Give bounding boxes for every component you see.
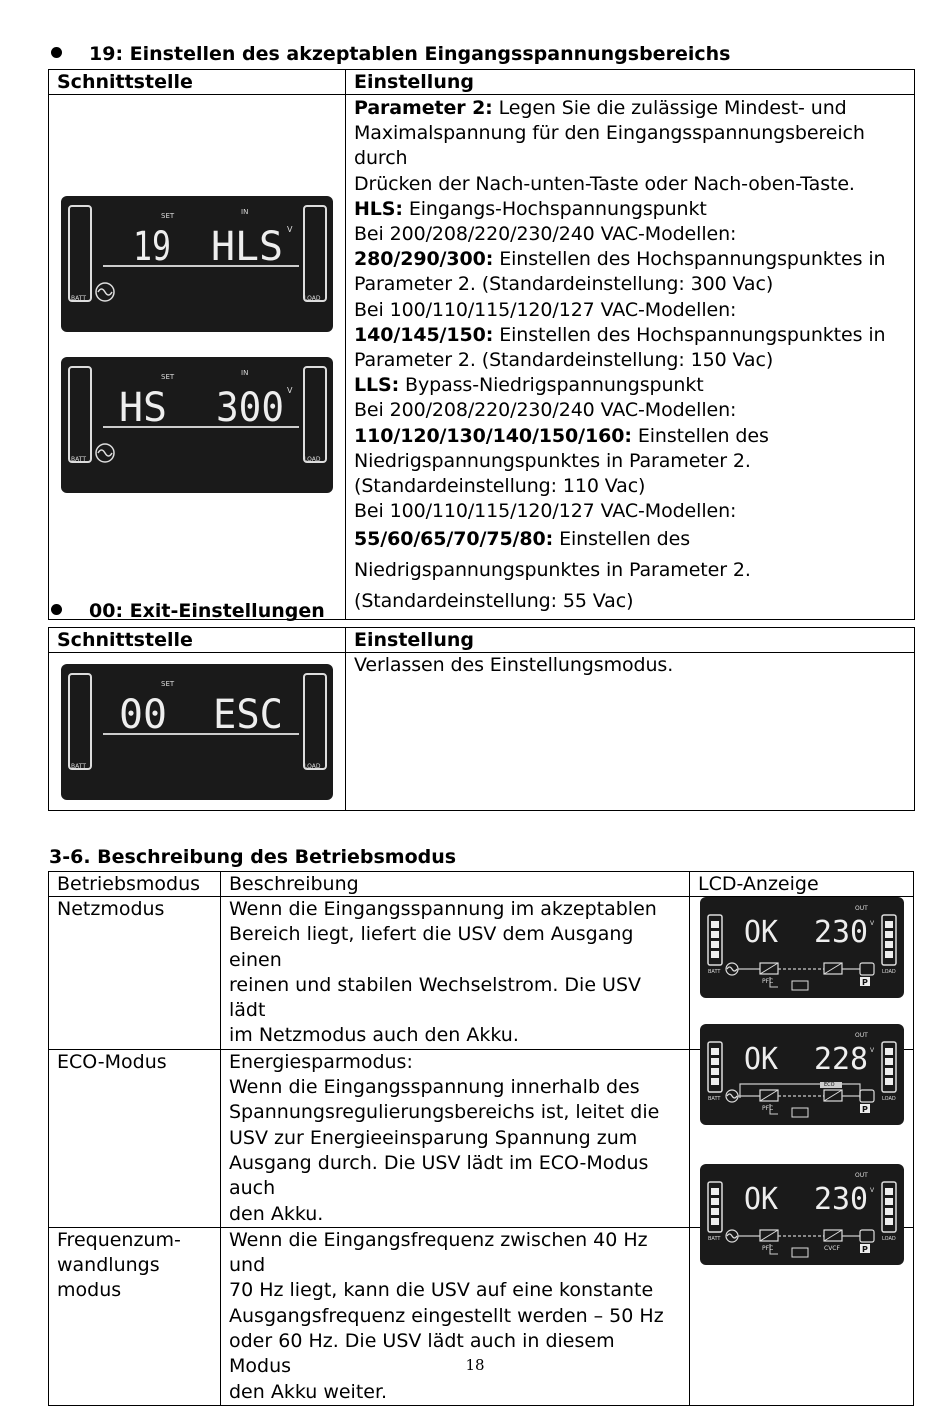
setting-line xyxy=(354,373,906,398)
setting-text: Bei 200/208/220/230/240 VAC-Modellen: xyxy=(354,399,737,422)
lcd-right-value: 230 xyxy=(814,915,868,950)
lcd-display-hs xyxy=(61,357,333,493)
mode-line: ECO-Modus xyxy=(57,1050,167,1073)
setting-text: Legen Sie die zulässige Mindest- und xyxy=(492,97,847,119)
mode-name xyxy=(57,897,212,922)
setting-text: Drücken der Nach-unten-Taste oder Nach-oben-Taste. xyxy=(354,172,855,195)
p-label: P xyxy=(862,1105,868,1114)
in-label: IN xyxy=(241,208,249,216)
setting-text: Niedrigspannungspunktes in Parameter 2. xyxy=(354,559,751,582)
setting-key: 140/145/150: xyxy=(354,323,494,346)
pfc-label: PFC xyxy=(762,978,774,985)
setting-text: (Standardeinstellung: 110 Vac) xyxy=(354,475,646,498)
load-label: LOAD xyxy=(304,456,321,463)
setting-line xyxy=(354,499,906,524)
out-label: OUT xyxy=(855,905,868,912)
description-cell xyxy=(221,897,690,1050)
page-number: 18 xyxy=(465,1356,485,1374)
exit-description: Verlassen des Einstellungsmodus. xyxy=(346,653,915,811)
description-line: 70 Hz liegt, kann die USV auf eine konstante xyxy=(229,1279,654,1302)
lcd-right-value: ESC xyxy=(213,692,283,738)
setting-key: Parameter 2: xyxy=(354,97,493,119)
description-line: Wenn die Eingangsspannung im akzeptablen xyxy=(229,898,657,920)
section-00-heading xyxy=(51,600,325,622)
batt-label: BATT xyxy=(71,456,86,463)
setting-text: Parameter 2. (Standardeinstellung: 300 Vac) xyxy=(354,273,774,296)
mode-lcd-display xyxy=(700,897,904,998)
lcd-right-value: 230 xyxy=(814,1182,868,1217)
description-line: USV zur Energieeinsparung Spannung zum xyxy=(229,1126,638,1149)
p-label: P xyxy=(862,1245,868,1254)
description-line: Wenn die Eingangsspannung innerhalb des xyxy=(229,1076,640,1099)
lcd-right-value: HLS xyxy=(211,224,283,270)
setting-key: 110/120/130/140/150/160: xyxy=(354,424,632,447)
setting-line xyxy=(354,96,906,121)
header-mode: Betriebsmodus xyxy=(49,872,221,897)
description-line: reinen und stabilen Wechselstrom. Die USV lädt xyxy=(229,973,642,1022)
mode-description xyxy=(229,1228,681,1405)
setting-line xyxy=(354,323,906,348)
mode-line: wandlungs xyxy=(57,1254,160,1277)
setting-line xyxy=(354,222,906,247)
set-label: SET xyxy=(161,680,175,688)
mode-extra-label: CVCF xyxy=(824,1245,840,1252)
setting-line xyxy=(354,555,906,586)
setting-key: HLS: xyxy=(354,197,403,220)
p-label: P xyxy=(862,978,868,987)
unit-label: V xyxy=(287,386,293,395)
lcd-left-value: HS xyxy=(119,385,167,431)
setting-text-lines xyxy=(354,96,906,617)
outlet-icon xyxy=(860,1230,874,1242)
setting-text: Bei 100/110/115/120/127 VAC-Modellen: xyxy=(354,298,737,321)
description-line: Ausgang durch. Die USV lädt im ECO-Modus auch xyxy=(229,1151,649,1200)
mode-line: Netzmodus xyxy=(57,898,165,920)
set-label: SET xyxy=(161,373,175,381)
lcd-display-esc xyxy=(61,664,333,800)
lcd-left-value: OK xyxy=(744,1042,778,1077)
mode-name xyxy=(57,1050,212,1075)
batt-label: BATT xyxy=(708,969,721,975)
setting-line xyxy=(354,121,906,171)
setting-line xyxy=(354,474,906,499)
setting-text: Einstellen des xyxy=(631,424,769,447)
unit-label: V xyxy=(870,920,875,927)
setting-line xyxy=(354,247,906,272)
setting-text: Einstellen des Hochspannungspunktes in xyxy=(493,248,886,271)
mode-line: modus xyxy=(57,1279,122,1302)
in-label: IN xyxy=(241,369,249,377)
lcd-left-value: 00 xyxy=(119,692,167,738)
lcd-left-value: 19 xyxy=(133,224,171,270)
unit-label: V xyxy=(870,1187,875,1194)
header-interface: Schnittstelle xyxy=(49,628,346,653)
description-cell xyxy=(221,1227,690,1405)
setting-key: 280/290/300: xyxy=(354,248,494,271)
batt-label: BATT xyxy=(71,763,86,770)
pfc-label: PFC xyxy=(762,1105,774,1112)
description-cell xyxy=(221,1049,690,1227)
setting-key: 55/60/65/70/75/80: xyxy=(354,528,554,551)
setting-text: Maximalspannung für den Eingangsspannungsbereich durch xyxy=(354,122,865,170)
mode-cell xyxy=(49,897,221,1050)
battery-icon xyxy=(792,1108,808,1117)
battery-icon xyxy=(792,1248,808,1257)
section-36-title: 3-6. Beschreibung des Betriebsmodus xyxy=(49,846,457,868)
mode-cell xyxy=(49,1049,221,1227)
section-19-title: 19: Einstellen des akzeptablen Eingangsspannungsbereichs xyxy=(89,43,731,65)
lcd-right-value: 228 xyxy=(814,1042,868,1077)
outlet-icon xyxy=(860,963,874,975)
section-19-heading xyxy=(51,43,730,65)
battery-icon xyxy=(792,981,808,990)
load-label: LOAD xyxy=(882,969,896,975)
unit-label: V xyxy=(870,1047,875,1054)
setting-text: Eingangs-Hochspannungspunkt xyxy=(402,197,707,220)
header-setting: Einstellung xyxy=(346,628,915,653)
setting-line xyxy=(354,586,906,617)
lcd-left-value: OK xyxy=(744,1182,778,1217)
bullet-icon xyxy=(51,47,62,58)
out-label: OUT xyxy=(855,1172,868,1179)
mode-description xyxy=(229,1050,681,1227)
mode-name xyxy=(57,1228,212,1304)
eco-label: ECO xyxy=(824,1082,835,1088)
setting-text: Einstellen des Hochspannungspunktes in xyxy=(493,323,886,346)
description-line: Ausgangsfrequenz eingestellt werden – 50 Hz xyxy=(229,1304,664,1327)
setting-text: Niedrigspannungspunktes in Parameter 2. xyxy=(354,449,751,472)
section-00-title: 00: Exit-Einstellungen xyxy=(89,600,325,622)
description-line: Wenn die Eingangsfrequenz zwischen 40 Hz und xyxy=(229,1228,648,1277)
setting-text: Einstellen des xyxy=(553,528,691,551)
batt-label: BATT xyxy=(71,295,86,302)
setting-line xyxy=(354,398,906,423)
description-line: den Akku. xyxy=(229,1202,324,1225)
description-line: Spannungsregulierungsbereichs ist, leitet die xyxy=(229,1101,660,1124)
mode-cell xyxy=(49,1227,221,1405)
setting-line xyxy=(354,172,906,197)
lcd-right-value: 300 xyxy=(216,385,284,431)
unit-label: V xyxy=(287,225,293,234)
pfc-label: PFC xyxy=(762,1245,774,1252)
setting-line xyxy=(354,424,906,449)
description-line: oder 60 Hz. Die USV lädt auch in diesem Modus xyxy=(229,1330,615,1378)
batt-label: BATT xyxy=(708,1236,721,1242)
lcd-left-value: OK xyxy=(744,915,778,950)
setting-cell xyxy=(346,95,915,620)
set-label: SET xyxy=(161,212,175,220)
setting-line xyxy=(354,524,906,555)
setting-text: Bei 200/208/220/230/240 VAC-Modellen: xyxy=(354,223,737,246)
header-setting: Einstellung xyxy=(346,70,915,95)
setting-text: (Standardeinstellung: 55 Vac) xyxy=(354,590,634,613)
load-label: LOAD xyxy=(304,295,321,302)
bullet-icon xyxy=(51,604,62,615)
header-lcd: LCD-Anzeige xyxy=(690,872,914,897)
load-label: LOAD xyxy=(304,763,321,770)
setting-line xyxy=(354,298,906,323)
outlet-icon xyxy=(860,1090,874,1102)
section-19-table xyxy=(48,69,915,620)
header-interface: Schnittstelle xyxy=(49,70,346,95)
setting-text: Bypass-Niedrigspannungspunkt xyxy=(399,374,704,397)
setting-key: LLS: xyxy=(354,374,400,397)
mode-lcd-display xyxy=(700,1024,904,1125)
setting-line xyxy=(354,272,906,297)
mode-description xyxy=(229,897,681,1049)
header-description: Beschreibung xyxy=(221,872,690,897)
load-label: LOAD xyxy=(882,1096,896,1102)
out-label: OUT xyxy=(855,1032,868,1039)
description-line: im Netzmodus auch den Akku. xyxy=(229,1024,519,1047)
batt-label: BATT xyxy=(708,1096,721,1102)
setting-text: Bei 100/110/115/120/127 VAC-Modellen: xyxy=(354,500,737,523)
mode-lcd-display xyxy=(700,1164,904,1265)
mode-line: Frequenzum- xyxy=(57,1228,181,1251)
lcd-display-hls xyxy=(61,196,333,332)
load-label: LOAD xyxy=(882,1236,896,1242)
description-line: Bereich liegt, liefert die USV dem Ausgang einen xyxy=(229,923,634,971)
description-line: den Akku weiter. xyxy=(229,1380,388,1403)
setting-line xyxy=(354,197,906,222)
setting-text: Parameter 2. (Standardeinstellung: 150 Vac) xyxy=(354,349,774,372)
setting-line xyxy=(354,348,906,373)
setting-line xyxy=(354,449,906,474)
description-line: Energiesparmodus: xyxy=(229,1050,413,1073)
